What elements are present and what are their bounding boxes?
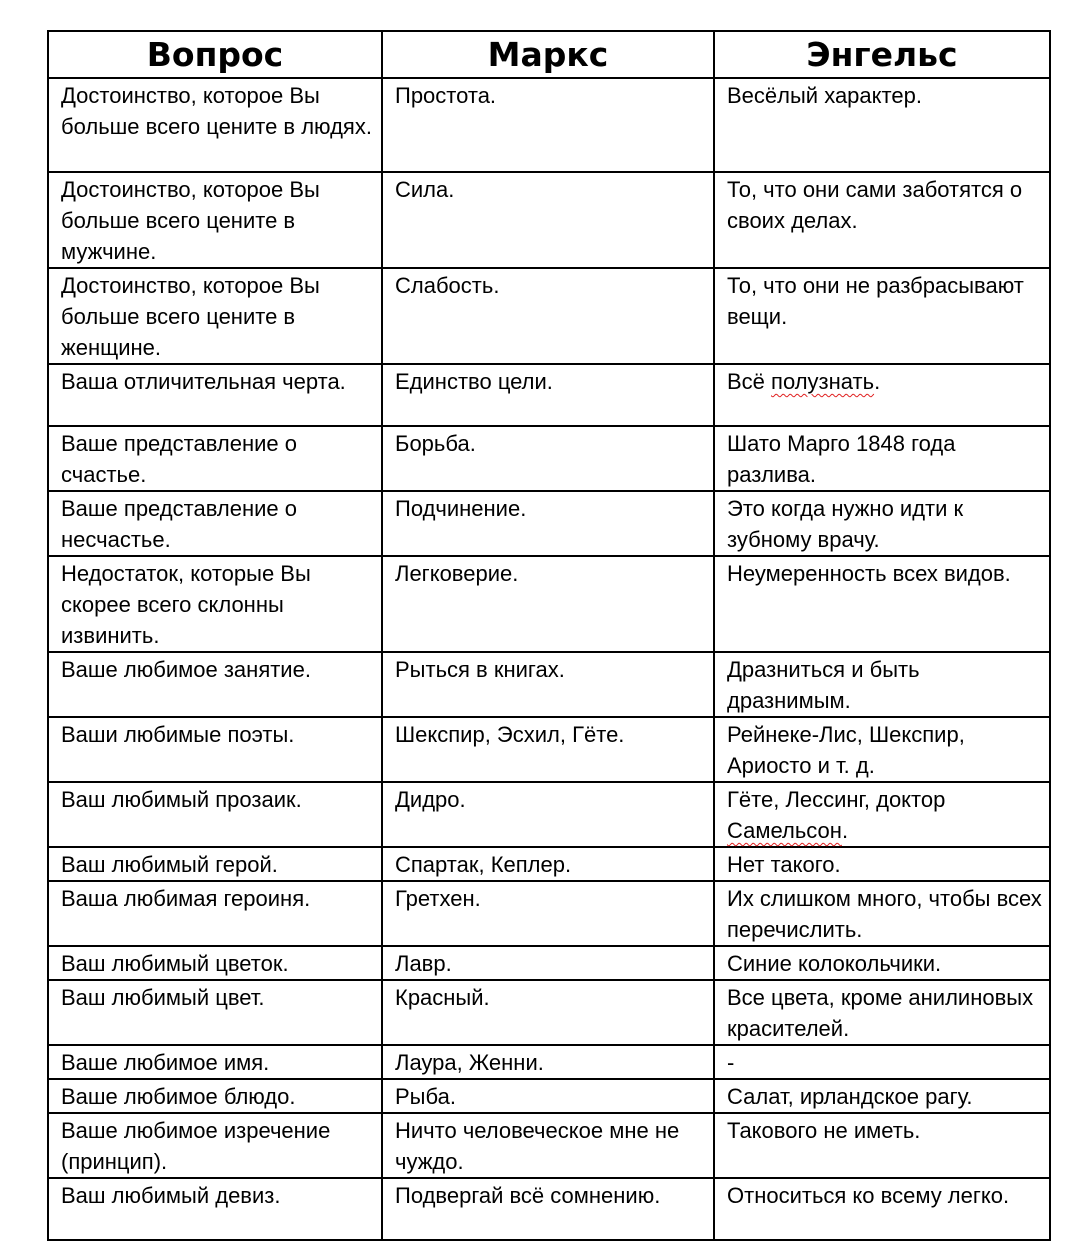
table-row: [48, 946, 1050, 980]
question-cell: Ваш любимый девиз.: [48, 1178, 382, 1240]
engels-answer-cell: То, что они сами заботятся о своих делах.: [714, 172, 1050, 268]
marx-answer-cell: Сила.: [382, 172, 714, 268]
spellcheck-underline: полузнать: [771, 369, 875, 394]
engels-answer-cell: То, что они не разбрасывают вещи.: [714, 268, 1050, 364]
question-cell: Ваш любимый цвет.: [48, 980, 382, 1045]
marx-answer-cell: Единство цели.: [382, 364, 714, 426]
marx-answer-cell: Лавр.: [382, 946, 714, 980]
engels-answer-cell: Неумеренность всех видов.: [714, 556, 1050, 652]
table-row: [48, 364, 1050, 426]
marx-answer-cell: Легковерие.: [382, 556, 714, 652]
spellcheck-underline: Самельсон: [727, 818, 842, 843]
marx-answer-cell: Лаура, Женни.: [382, 1045, 714, 1079]
engels-answer-cell: Относиться ко всему легко.: [714, 1178, 1050, 1240]
table-row: [48, 491, 1050, 556]
column-header-marx: Маркс: [382, 31, 714, 78]
question-cell: Ваша любимая героиня.: [48, 881, 382, 946]
table-row: [48, 1079, 1050, 1113]
question-cell: Ваше любимое имя.: [48, 1045, 382, 1079]
column-header-engels: Энгельс: [714, 31, 1050, 78]
question-cell: Ваш любимый цветок.: [48, 946, 382, 980]
engels-answer-cell: Такового не иметь.: [714, 1113, 1050, 1178]
question-cell: Ваше представление о счастье.: [48, 426, 382, 491]
marx-answer-cell: Ничто человеческое мне не чуждо.: [382, 1113, 714, 1178]
question-cell: Ваше представление о несчастье.: [48, 491, 382, 556]
engels-answer-cell: Их слишком много, чтобы всех перечислить.: [714, 881, 1050, 946]
table-row: [48, 652, 1050, 717]
engels-answer-cell: Весёлый характер.: [714, 78, 1050, 172]
marx-answer-cell: Гретхен.: [382, 881, 714, 946]
table-row: [48, 782, 1050, 847]
table-row: [48, 78, 1050, 172]
table-row: [48, 1113, 1050, 1178]
question-cell: Достоинство, которое Вы больше всего цените в женщине.: [48, 268, 382, 364]
marx-answer-cell: Рыться в книгах.: [382, 652, 714, 717]
question-cell: Ваше любимое блюдо.: [48, 1079, 382, 1113]
question-cell: Ваше любимое изречение (принцип).: [48, 1113, 382, 1178]
table-row: [48, 172, 1050, 268]
marx-answer-cell: Подвергай всё сомнению.: [382, 1178, 714, 1240]
table-row: [48, 847, 1050, 881]
table-row: [48, 556, 1050, 652]
question-cell: Ваше любимое занятие.: [48, 652, 382, 717]
table-row: [48, 1045, 1050, 1079]
engels-answer-cell: Все цвета, кроме анилиновых красителей.: [714, 980, 1050, 1045]
question-cell: Ваш любимый герой.: [48, 847, 382, 881]
column-header-question: Вопрос: [48, 31, 382, 78]
marx-answer-cell: Простота.: [382, 78, 714, 172]
table-row: [48, 881, 1050, 946]
table-row: [48, 268, 1050, 364]
table-row: [48, 717, 1050, 782]
table-row: [48, 1178, 1050, 1240]
question-cell: Недостаток, которые Вы скорее всего склонны извинить.: [48, 556, 382, 652]
question-cell: Достоинство, которое Вы больше всего цените в людях.: [48, 78, 382, 172]
question-cell: Ваш любимый прозаик.: [48, 782, 382, 847]
table-row: [48, 980, 1050, 1045]
engels-answer-cell: Синие колокольчики.: [714, 946, 1050, 980]
table-row: [48, 426, 1050, 491]
engels-answer-cell: Всё полузнать.: [714, 364, 1050, 426]
engels-answer-cell: Гёте, Лессинг, доктор Самельсон.: [714, 782, 1050, 847]
marx-answer-cell: Рыба.: [382, 1079, 714, 1113]
question-cell: Достоинство, которое Вы больше всего цените в мужчине.: [48, 172, 382, 268]
engels-answer-cell: Нет такого.: [714, 847, 1050, 881]
marx-answer-cell: Дидро.: [382, 782, 714, 847]
question-cell: Ваши любимые поэты.: [48, 717, 382, 782]
marx-answer-cell: Подчинение.: [382, 491, 714, 556]
engels-answer-cell: Это когда нужно идти к зубному врачу.: [714, 491, 1050, 556]
marx-answer-cell: Слабость.: [382, 268, 714, 364]
engels-answer-cell: -: [714, 1045, 1050, 1079]
question-cell: Ваша отличительная черта.: [48, 364, 382, 426]
engels-answer-cell: Шато Марго 1848 года разлива.: [714, 426, 1050, 491]
marx-answer-cell: Спартак, Кеплер.: [382, 847, 714, 881]
header-row: [48, 31, 1050, 78]
engels-answer-cell: Дразниться и быть дразнимым.: [714, 652, 1050, 717]
engels-answer-cell: Рейнеке-Лис, Шекспир, Ариосто и т. д.: [714, 717, 1050, 782]
marx-answer-cell: Шекспир, Эсхил, Гёте.: [382, 717, 714, 782]
marx-answer-cell: Борьба.: [382, 426, 714, 491]
engels-answer-cell: Салат, ирландское рагу.: [714, 1079, 1050, 1113]
questionnaire-table: [47, 30, 1051, 1241]
marx-answer-cell: Красный.: [382, 980, 714, 1045]
